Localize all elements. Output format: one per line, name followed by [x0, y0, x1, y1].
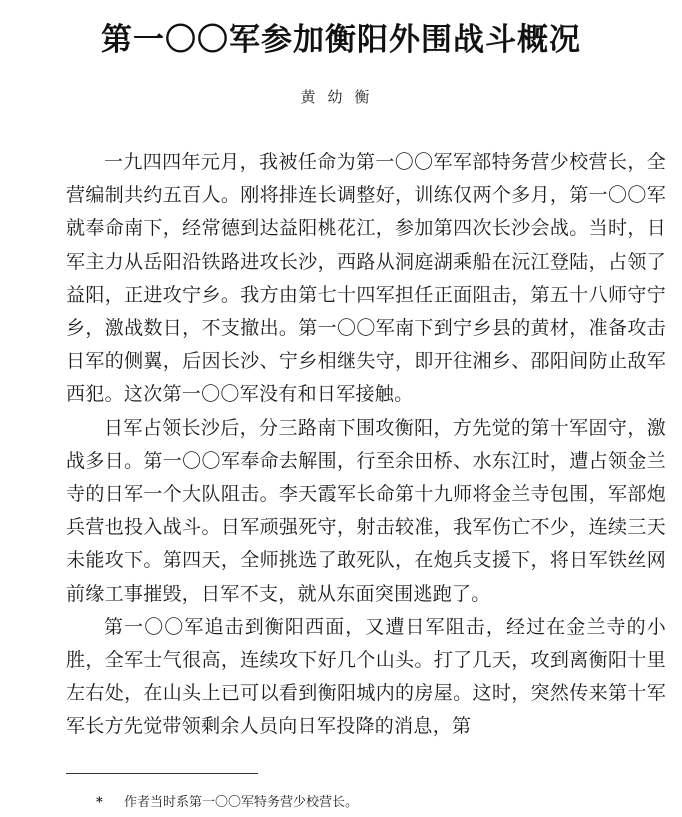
paragraph-3: 第一〇〇军追击到衡阳西面，又遭日军阻击，经过在金兰寺的小胜，全军士气很高，连续攻下好几个山头。打了几天，攻到离衡阳十里左右处，在山头上已可以看到衡阳城内的房屋。这时，突然传来第十军军长方先觉带领剩余人员向日军投降的消息，第 [66, 615, 666, 738]
article-title: 第一〇〇军参加衡阳外围战斗概况 [101, 22, 581, 58]
paragraph-2: 日军占领长沙后，分三路南下围攻衡阳，方先觉的第十军固守，激战多日。第一〇〇军奉命去解围，行至余田桥、水东江时，遭占领金兰寺的日军一个大队阻击。李天霞军长命第十九师将金兰寺包围，军部炮兵营也投入战斗。日军顽强死守，射击较准，我军伤亡不少，连续三天未能攻下。第四天，全师挑选了敢死队，在炮兵支援下，将日军铁丝网前缘工事摧毁，日军不支，就从东面突围逃跑了。 [66, 416, 666, 605]
footnote-text: 作者当时系第一〇〇军特务营少校营长。 [124, 795, 359, 810]
footnote-mark: * [96, 795, 103, 810]
footnote-divider [66, 773, 258, 774]
footnote [96, 791, 358, 810]
article-body [66, 146, 666, 744]
paragraph-1: 一九四四年元月，我被任命为第一〇〇军军部特务营少校营长，全营编制共约五百人。刚将排连长调整好，训练仅两个多月，第一〇〇军就奉命南下，经常德到达益阳桃花江，参加第四次长沙会战。当时，日军主力从岳阳沿铁路进攻长沙，西路从洞庭湖乘船在沅江登陆，占领了益阳，正进攻宁乡。我方由第七十四军担任正面阻击，第五十八师守宁乡，激战数日，不支撤出。第一〇〇军南下到宁乡县的黄材，准备攻击日军的侧翼，后因长沙、宁乡相继失守，即开往湘乡、邵阳间防止敌军西犯。这次第一〇〇军没有和日军接触。 [66, 151, 666, 406]
author-name: 黄幼衡 [300, 88, 382, 106]
